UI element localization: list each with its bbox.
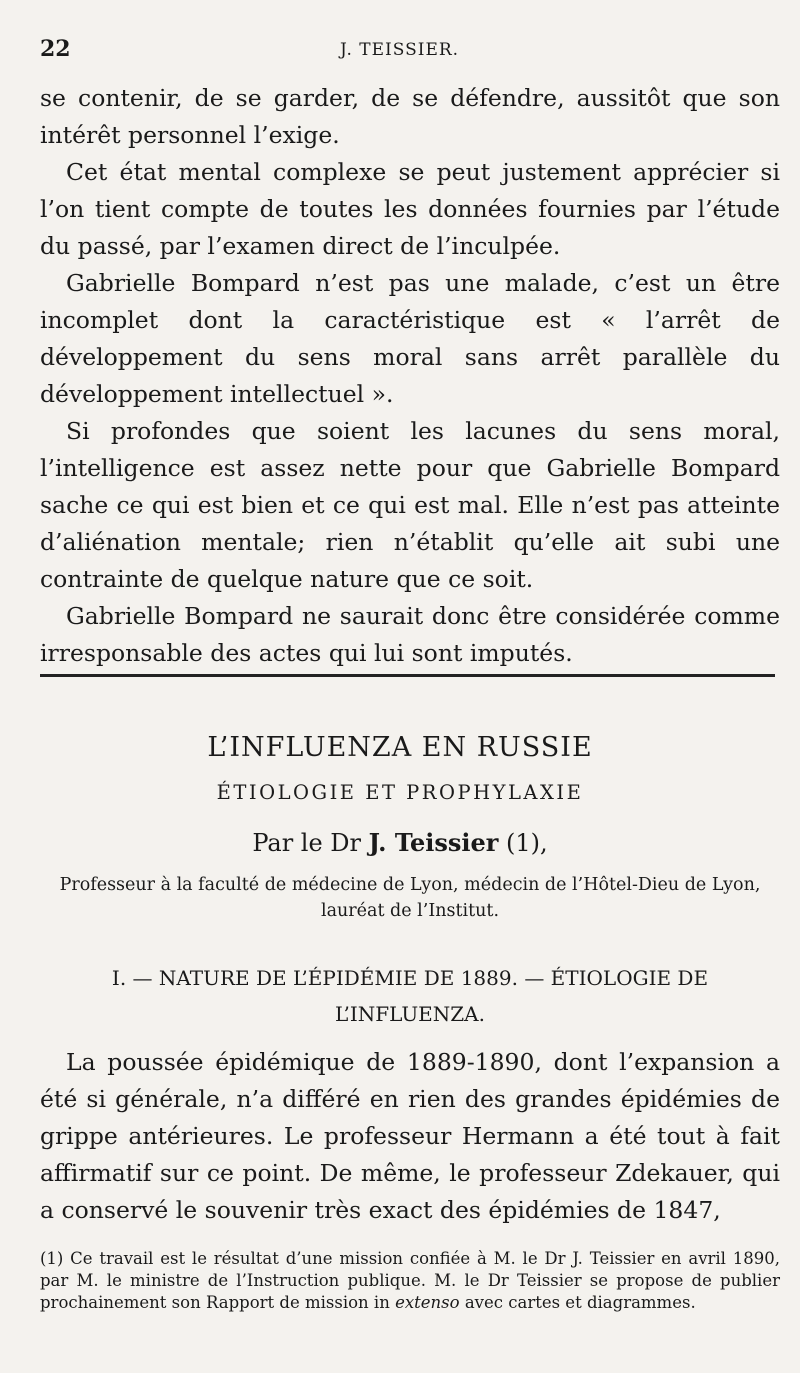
article-body bbox=[40, 1044, 780, 1229]
footnote-ref: (1), bbox=[506, 829, 548, 857]
page-number: 22 bbox=[40, 36, 71, 62]
byline-prefix: Par le Dr bbox=[252, 829, 362, 857]
article-title: L’INFLUENZA EN RUSSIE bbox=[207, 732, 593, 763]
paragraph: La poussée épidémique de 1889-1890, dont l’expansion a été si générale, n’a différé en rien des grandes épidémies de grippe antérieures. Le professeur Hermann a été tout à fait affirmatif sur ce point. De même, le professeur Zdekauer, qui a conservé le souvenir très exact des épidémies de 1847, bbox=[40, 1048, 780, 1224]
section-divider bbox=[40, 674, 775, 677]
paragraph: Si profondes que soient les lacunes du sens moral, l’intelligence est assez nette pour que Gabrielle Bompard sache ce qui est bien et ce qui est mal. Elle n’est pas atteinte d’aliénation mentale; rien n’établit qu’elle ait subi une contrainte de quelque nature que ce soit. bbox=[40, 417, 780, 593]
section-heading bbox=[90, 960, 730, 1032]
footnote-text: (1) Ce travail est le résultat d’une mission confiée à M. le Dr J. Teissier en avril 1890, par M. le ministre de l’Instruction publique. M. le Dr Teissier se propose de publier prochainement son Rapport de mission in bbox=[40, 1249, 780, 1312]
paragraph: Cet état mental complexe se peut justement apprécier si l’on tient compte de toutes les données fournies par l’étude du passé, par l’examen direct de l’inculpée. bbox=[40, 158, 780, 260]
article-subtitle: ÉTIOLOGIE ET PROPHYLAXIE bbox=[216, 781, 584, 804]
author-affiliation bbox=[40, 872, 780, 924]
paragraph: Gabrielle Bompard ne saurait donc être considérée comme irresponsable des actes qui lui sont imputés. bbox=[40, 602, 780, 667]
footnote bbox=[40, 1248, 780, 1314]
running-head bbox=[40, 36, 770, 66]
byline bbox=[0, 828, 800, 857]
paragraph: se contenir, de se garder, de se défendre, aussitôt que son intérêt personnel l’exige. bbox=[40, 84, 780, 149]
footnote-italic: extenso bbox=[395, 1293, 460, 1312]
running-head-author: J. TEISSIER. bbox=[340, 40, 460, 60]
affiliation-text: Professeur à la faculté de médecine de Lyon, médecin de l’Hôtel-Dieu de Lyon, lauréat de l’Institut. bbox=[59, 875, 761, 921]
section-heading-text: I. — NATURE DE L’ÉPIDÉMIE DE 1889. — ÉTIOLOGIE DE L’INFLUENZA. bbox=[111, 966, 709, 1026]
paragraph: Gabrielle Bompard n’est pas une malade, c’est un être incomplet dont la caractéristique est « l’arrêt de développement du sens moral sans arrêt parallèle du développement intellectuel ». bbox=[40, 269, 780, 408]
author-name: J. Teissier bbox=[368, 828, 499, 857]
footnote-tail: avec cartes et diagrammes. bbox=[464, 1293, 696, 1312]
previous-article-conclusion bbox=[40, 80, 780, 672]
